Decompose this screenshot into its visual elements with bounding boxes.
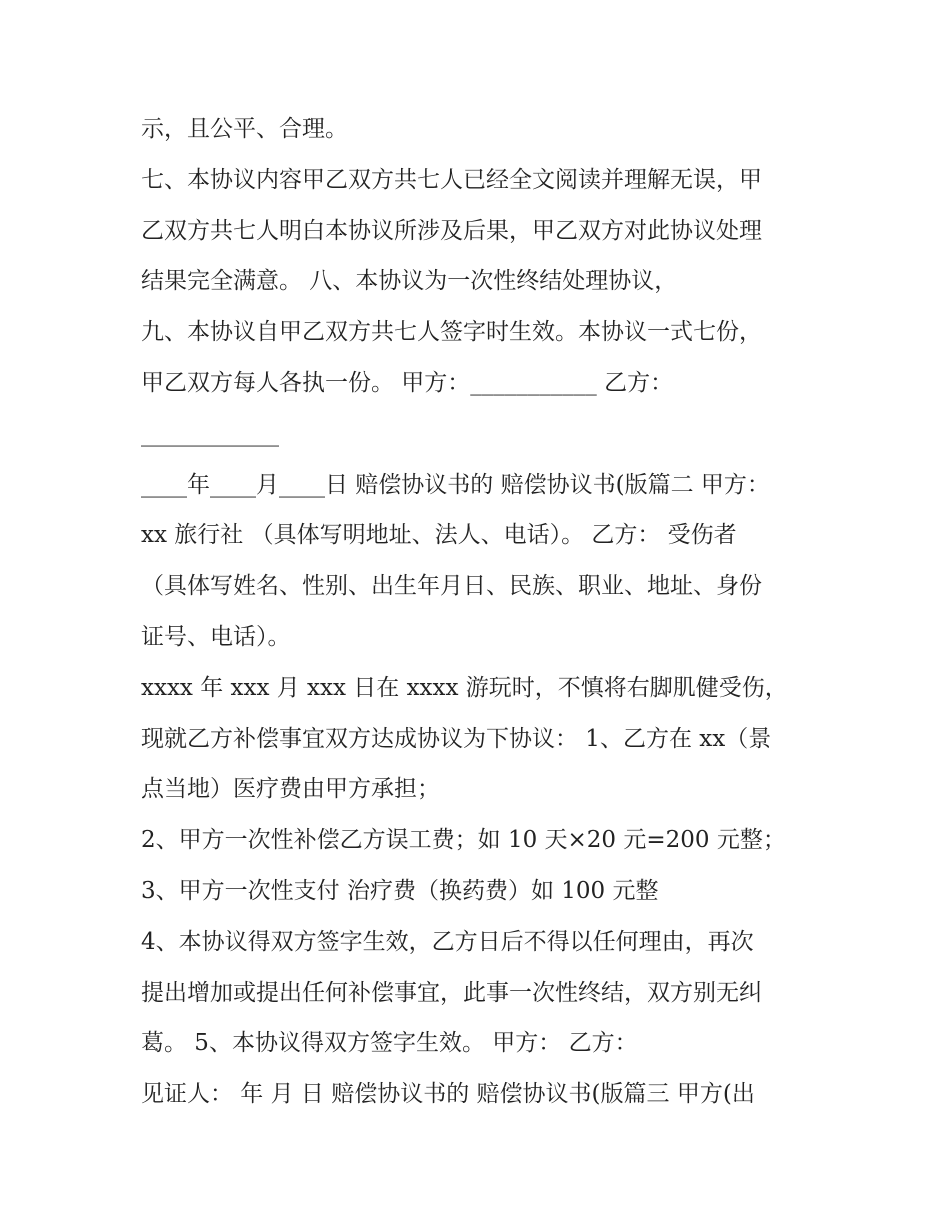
text-line: xxxx 年 xxx 月 xxx 日在 xxxx 游玩时，不慎将右脚肌健受伤， xyxy=(141,674,788,701)
text-line: 葛。 5、本协议得双方签字生效。 甲方： 乙方： xyxy=(141,1030,638,1057)
text-line: 证号、电话）。 xyxy=(141,623,291,650)
text-line: ____年____月____日 赔偿协议书的 赔偿协议书(版篇二 甲方： xyxy=(141,471,770,498)
text-line: 2、甲方一次性补偿乙方误工费；如 10 天×20 元=200 元整； xyxy=(141,827,786,854)
text-line: 七、本协议内容甲乙双方共七人已经全文阅读并理解无误，甲 xyxy=(141,166,762,193)
text-line: 九、本协议自甲乙双方共七人签字时生效。本协议一式七份， xyxy=(141,319,762,346)
document-body xyxy=(141,104,821,1120)
text-line: （具体写姓名、性别、出生年月日、民族、职业、地址、身份 xyxy=(141,573,762,600)
text-line: 点当地）医疗费由甲方承担； xyxy=(141,776,440,803)
text-line: 见证人： 年 月 日 赔偿协议书的 赔偿协议书(版篇三 甲方(出 xyxy=(141,1081,755,1108)
text-line: 乙双方共七人明白本协议所涉及后果，甲乙双方对此协议处理 xyxy=(141,217,762,244)
text-line: 示，且公平、合理。 xyxy=(141,116,348,142)
text-line: ____________ xyxy=(141,420,279,447)
text-line: 甲乙双方每人各执一份。 甲方：___________ 乙方： xyxy=(141,369,674,396)
text-line: 4、本协议得双方签字生效，乙方日后不得以任何理由，再次 xyxy=(141,928,754,955)
text-line: 现就乙方补偿事宜双方达成协议为下协议： 1、乙方在 xx（景 xyxy=(141,725,772,752)
text-line: 结果完全满意。 八、本协议为一次性终结处理协议， xyxy=(141,268,678,295)
text-line: 提出增加或提出任何补偿事宜，此事一次性终结，双方别无纠 xyxy=(141,979,762,1006)
text-line: xx 旅行社 （具体写明地址、法人、电话）。 乙方： 受伤者 xyxy=(141,522,737,549)
text-line: 3、甲方一次性支付 治疗费（换药费）如 100 元整 xyxy=(141,877,659,904)
